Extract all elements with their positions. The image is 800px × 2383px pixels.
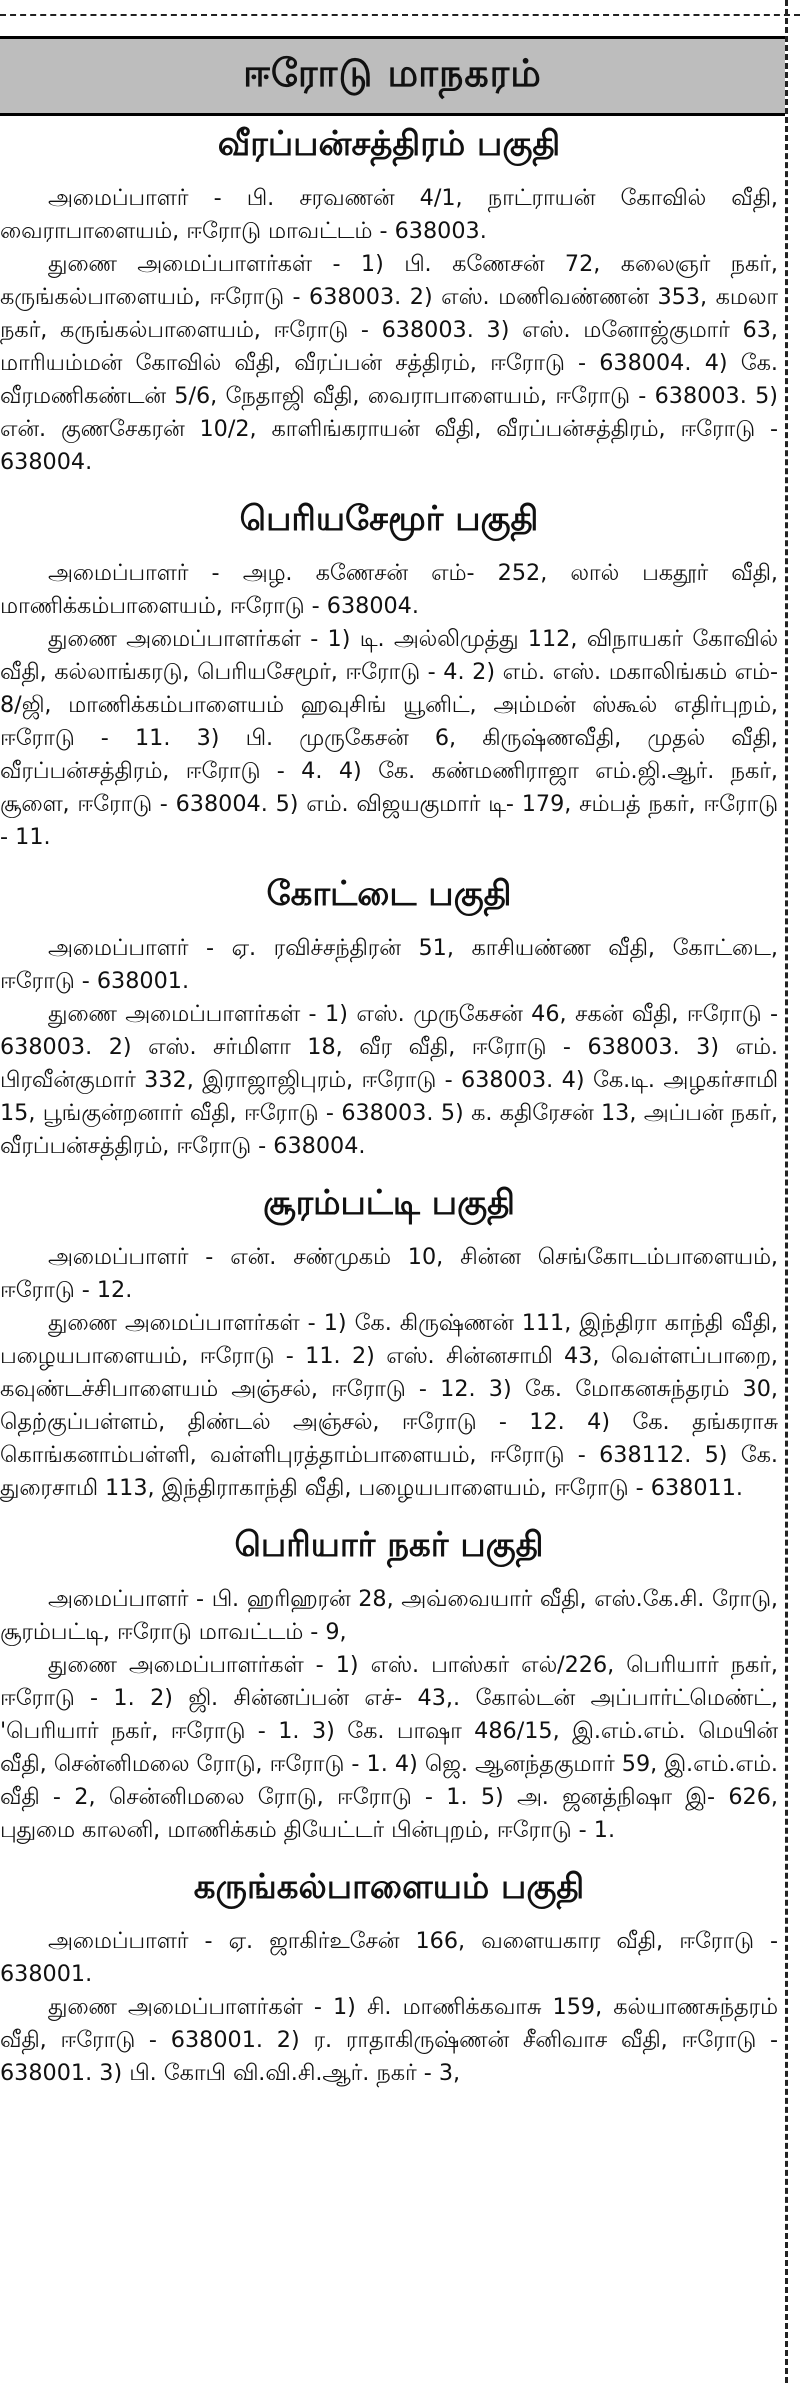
section-periyar-nagar: [0, 1525, 778, 1847]
page-banner: [0, 36, 785, 116]
deputies-text: துணை அமைப்பாளர்கள் - 1) பி. கணேசன் 72, கலைஞர் நகர், கருங்கல்பாளையம், ஈரோடு - 638003. 2) எஸ். மணிவண்ணன் 353, கமலா நகர், கருங்கல்பாளையம், ஈரோடு - 638003. 3) எஸ். மனோஜ்குமார் 63, மாரியம்மன் கோவில் வீதி, வீரப்பன் சத்திரம், ஈரோடு - 638004. 4) கே. வீரமணிகண்டன் 5/6, நேதாஜி வீதி, வைராபாளையம், ஈரோடு - 638003. 5) என். குணசேகரன் 10/2, காளிங்கராயன் வீதி, வீரப்பன்சத்திரம், ஈரோடு - 638004.: [0, 251, 778, 475]
deputies-text: துணை அமைப்பாளர்கள் - 1) டி. அல்லிமுத்து 112, விநாயகர் கோவில் வீதி, கல்லாங்கரடு, பெரியசேமூர், ஈரோடு - 4. 2) எம். எஸ். மகாலிங்கம் எம்- 8/ஜி, மாணிக்கம்பாளையம் ஹவுசிங் யூனிட், அம்மன் ஸ்கூல் எதிர்புறம், ஈரோடு - 11. 3) பி. முருகேசன் 6, கிருஷ்ணவீதி, முதல் வீதி, வீரப்பன்சத்திரம், ஈரோடு - 4. 4) கே. கண்மணிராஜா எம்.ஜி.ஆர். நகர், சூளை, ஈரோடு - 638004. 5) எம். விஜயகுமார் டி- 179, சம்பத் நகர், ஈரோடு - 11.: [0, 626, 778, 850]
section-title: சூரம்பட்டி பகுதி: [263, 1183, 515, 1223]
section-title: பெரியார் நகர் பகுதி: [234, 1525, 544, 1565]
banner-title: ஈரோடு மாநகரம்: [243, 51, 542, 95]
section-karungalpalayam: [0, 1867, 778, 2090]
section-title: வீரப்பன்சத்திரம் பகுதி: [217, 124, 561, 164]
deputies-text: துணை அமைப்பாளர்கள் - 1) எஸ். முருகேசன் 46, சகன் வீதி, ஈரோடு - 638003. 2) எஸ். சர்மிளா 18, வீர வீதி, ஈரோடு - 638003. 3) எம். பிரவீன்குமார் 332, இராஜாஜிபுரம், ஈரோடு - 638003. 4) கே.டி. அழகர்சாமி 15, பூங்குன்றனார் வீதி, ஈரோடு - 638003. 5) க. கதிரேசன் 13, அப்பன் நகர், வீரப்பன்சத்திரம், ஈரோடு - 638004.: [0, 1001, 778, 1159]
deputies-text: துணை அமைப்பாளர்கள் - 1) எஸ். பாஸ்கர் எல்/226, பெரியார் நகர், ஈரோடு - 1. 2) ஜி. சின்னப்பன் எச்- 43,. கோல்டன் அப்பார்ட்மெண்ட், 'பெரியார் நகர், ஈரோடு - 1. 3) கே. பாஷா 486/15, இ.எம்.எம். மெயின் வீதி, சென்னிமலை ரோடு, ஈரோடு - 1. 4) ஜெ. ஆனந்தகுமார் 59, இ.எம்.எம். வீதி - 2, சென்னிமலை ரோடு, ஈரோடு - 1. 5) அ. ஜனத்நிஷா இ- 626, புதுமை காலனி, மாணிக்கம் தியேட்டர் பின்புறம், ஈரோடு - 1.: [0, 1652, 778, 1843]
section-veerappanchatram: [0, 124, 778, 479]
organizer-text: அமைப்பாளர் - ஏ. ரவிச்சந்திரன் 51, காசியண்ண வீதி, கோட்டை, ஈரோடு - 638001.: [0, 935, 778, 994]
deputies-text: துணை அமைப்பாளர்கள் - 1) கே. கிருஷ்ணன் 111, இந்திரா காந்தி வீதி, பழையபாளையம், ஈரோடு - 11. 2) எஸ். சின்னசாமி 43, வெள்ளப்பாறை, கவுண்டச்சிபாளையம் அஞ்சல், ஈரோடு - 12. 3) கே. மோகனசுந்தரம் 30, தெற்குப்பள்ளம், திண்டல் அஞ்சல், ஈரோடு - 12. 4) கே. தங்கராசு கொங்கனாம்பள்ளி, வள்ளிபுரத்தாம்பாளையம், ஈரோடு - 638112. 5) கே. துரைசாமி 113, இந்திராகாந்தி வீதி, பழையபாளையம், ஈரோடு - 638011.: [0, 1310, 778, 1501]
organizer-text: அமைப்பாளர் - ஏ. ஜாகிர்உசேன் 166, வளையகார வீதி, ஈரோடு - 638001.: [0, 1928, 778, 1987]
organizer-text: அமைப்பாளர் - என். சண்முகம் 10, சின்ன செங்கோடம்பாளையம், ஈரோடு - 12.: [0, 1244, 778, 1303]
top-dashed-border: [0, 0, 800, 16]
organizer-text: அமைப்பாளர் - பி. ஹரிஹரன் 28, அவ்வையார் வீதி, எஸ்.கே.சி. ரோடு, சூரம்பட்டி, ஈரோடு மாவட்டம் - 9,: [0, 1586, 778, 1645]
section-surampatti: [0, 1183, 778, 1505]
deputies-text: துணை அமைப்பாளர்கள் - 1) சி. மாணிக்கவாசு 159, கல்யாணசுந்தரம் வீதி, ஈரோடு - 638001. 2) ர. ராதாகிருஷ்ணன் சீனிவாச வீதி, ஈரோடு - 638001. 3) பி. கோபி வி.வி.சி.ஆர். நகர் - 3,: [0, 1994, 778, 2086]
organizer-text: அமைப்பாளர் - அழ. கணேசன் எம்- 252, லால் பகதூர் வீதி, மாணிக்கம்பாளையம், ஈரோடு - 638004.: [0, 560, 778, 619]
section-title: பெரியசேமூர் பகுதி: [239, 499, 539, 539]
section-title: கோட்டை பகுதி: [266, 874, 512, 914]
section-kottai: [0, 874, 778, 1163]
section-title: கருங்கல்பாளையம் பகுதி: [193, 1867, 585, 1907]
organizer-text: அமைப்பாளர் - பி. சரவணன் 4/1, நாட்ராயன் கோவில் வீதி, வைராபாளையம், ஈரோடு மாவட்டம் - 638003.: [0, 185, 778, 244]
column-divider: [785, 0, 788, 2383]
section-periyasemur: [0, 499, 778, 854]
article-body: [0, 118, 778, 2110]
